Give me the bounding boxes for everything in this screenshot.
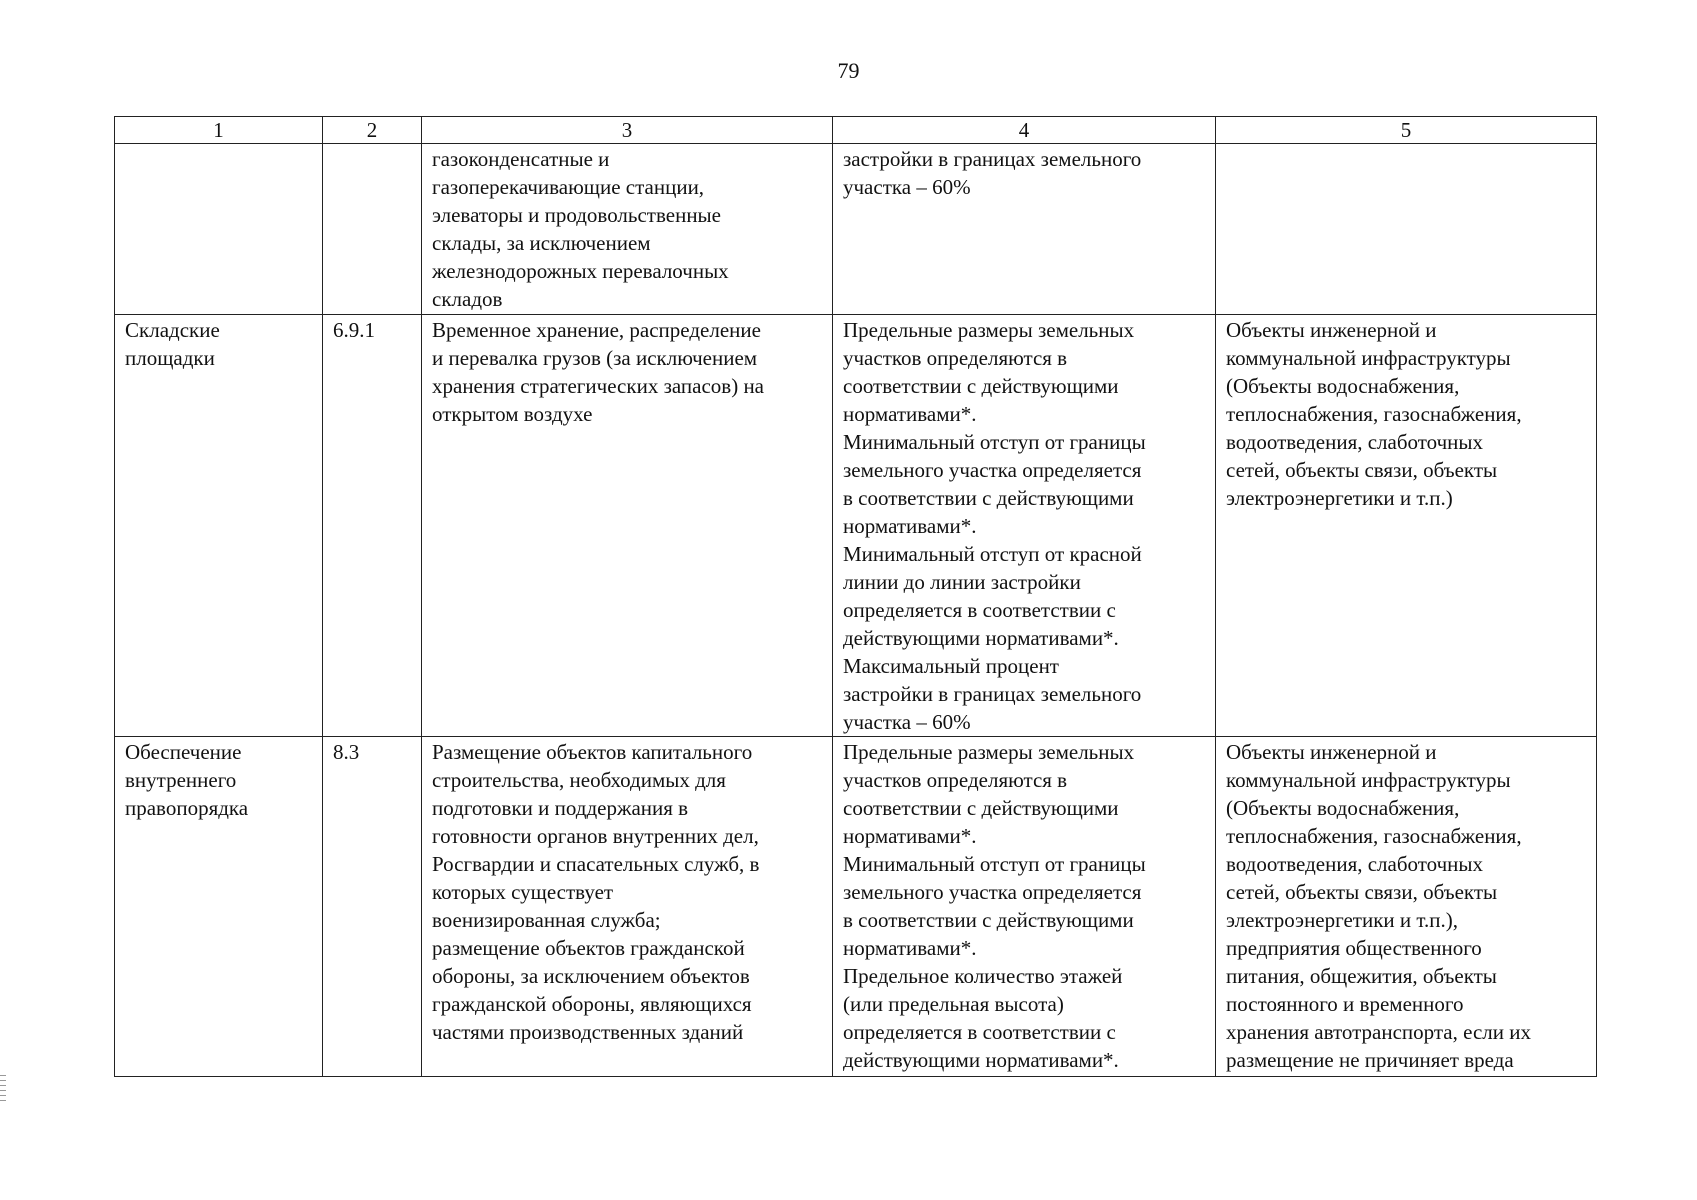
cell-text-line: земельного участка определяется <box>843 458 1142 482</box>
cell-text-line: военизированная служба; <box>432 908 661 932</box>
cell-code <box>323 737 422 1077</box>
cell-text-line: в соответствии с действующими <box>843 486 1134 510</box>
cell-text-line: строительства, необходимых для <box>432 768 726 792</box>
cell-text-line: частями производственных зданий <box>432 1020 744 1044</box>
column-header-2: 2 <box>323 117 422 144</box>
cell-auxiliary <box>1216 144 1597 315</box>
cell-text-line: (или предельная высота) <box>843 992 1064 1016</box>
cell-text-line: Минимальный отступ от границы <box>843 852 1146 876</box>
cell-text-line: гражданской обороны, являющихся <box>432 992 752 1016</box>
cell-text-line: соответствии с действующими <box>843 796 1119 820</box>
cell-text-line: обороны, за исключением объектов <box>432 964 750 988</box>
cell-text-line: определяется в соответствии с <box>843 1020 1116 1044</box>
cell-text-line: хранения стратегических запасов) на <box>432 374 765 398</box>
page-number: 79 <box>837 58 860 83</box>
cell-text-line: готовности органов внутренних дел, <box>432 824 759 848</box>
cell-text-line: участка – 60% <box>843 710 971 734</box>
cell-text-line: газоперекачивающие станции, <box>432 175 705 199</box>
cell-text-line: земельного участка определяется <box>843 880 1142 904</box>
cell-text-line: коммунальной инфраструктуры <box>1226 346 1511 370</box>
cell-name <box>115 144 323 315</box>
cell-text-line: коммунальной инфраструктуры <box>1226 768 1511 792</box>
cell-text-line: (Объекты водоснабжения, <box>1226 374 1460 398</box>
cell-text-line: правопорядка <box>125 796 249 820</box>
cell-auxiliary <box>1216 315 1597 737</box>
cell-text-line: в соответствии с действующими <box>843 908 1134 932</box>
cell-text-line: Размещение объектов капитального <box>432 740 753 764</box>
cell-text-line: размещение не причиняет вреда <box>1226 1048 1514 1072</box>
cell-text-line: которых существует <box>432 880 614 904</box>
cell-text-line: элеваторы и продовольственные <box>432 203 721 227</box>
cell-text-line: теплоснабжения, газоснабжения, <box>1226 402 1522 426</box>
column-header-4: 4 <box>833 117 1216 144</box>
scan-edge-marks <box>0 1075 6 1101</box>
cell-text-line: Минимальный отступ от красной <box>843 542 1142 566</box>
cell-text-line: Предельные размеры земельных <box>843 318 1135 342</box>
cell-text-line: действующими нормативами*. <box>843 626 1119 650</box>
cell-text-line: нормативами*. <box>843 514 977 538</box>
cell-text-line: (Объекты водоснабжения, <box>1226 796 1460 820</box>
column-header-1: 1 <box>115 117 323 144</box>
cell-text-line: Росгвардии и спасательных служб, в <box>432 852 760 876</box>
cell-text-line: размещение объектов гражданской <box>432 936 745 960</box>
cell-text-line: и перевалка грузов (за исключением <box>432 346 758 370</box>
cell-text-line: газоконденсатные и <box>432 147 610 171</box>
cell-parameters <box>833 737 1216 1077</box>
table-row-warehouse-sites <box>115 315 1597 737</box>
cell-description <box>422 315 833 737</box>
cell-text-line: предприятия общественного <box>1226 936 1482 960</box>
cell-text-line: застройки в границах земельного <box>843 147 1142 171</box>
cell-auxiliary <box>1216 737 1597 1077</box>
cell-text-line: определяется в соответствии с <box>843 598 1116 622</box>
cell-text-line: Складские <box>125 318 220 342</box>
cell-text-line: нормативами*. <box>843 936 977 960</box>
cell-text-line: Минимальный отступ от границы <box>843 430 1146 454</box>
cell-description <box>422 144 833 315</box>
cell-text-line: водоотведения, слаботочных <box>1226 852 1484 876</box>
cell-text-line: соответствии с действующими <box>843 374 1119 398</box>
cell-text-line: Предельное количество этажей <box>843 964 1123 988</box>
cell-text-line: электроэнергетики и т.п.) <box>1226 486 1453 510</box>
cell-parameters <box>833 315 1216 737</box>
cell-text-line: участка – 60% <box>843 175 971 199</box>
cell-text-line: сетей, объекты связи, объекты <box>1226 880 1498 904</box>
cell-description <box>422 737 833 1077</box>
column-header-5: 5 <box>1216 117 1597 144</box>
cell-text-line: питания, общежития, объекты <box>1226 964 1497 988</box>
column-header-3: 3 <box>422 117 833 144</box>
cell-text-line: внутреннего <box>125 768 237 792</box>
cell-text-line: постоянного и временного <box>1226 992 1464 1016</box>
cell-text-line: застройки в границах земельного <box>843 682 1142 706</box>
cell-text-line: линии до линии застройки <box>843 570 1081 594</box>
cell-text-line: склады, за исключением <box>432 231 651 255</box>
land-use-table <box>114 116 1597 1077</box>
cell-text-line: хранения автотранспорта, если их <box>1226 1020 1532 1044</box>
cell-text-line: Объекты инженерной и <box>1226 318 1437 342</box>
cell-name <box>115 737 323 1077</box>
cell-text-line: Временное хранение, распределение <box>432 318 761 342</box>
header-row <box>115 117 1597 144</box>
cell-text-line: водоотведения, слаботочных <box>1226 430 1484 454</box>
cell-text-line: железнодорожных перевалочных <box>432 259 729 283</box>
cell-text-line: теплоснабжения, газоснабжения, <box>1226 824 1522 848</box>
cell-text-line: участков определяются в <box>843 768 1068 792</box>
cell-text-line: участков определяются в <box>843 346 1068 370</box>
cell-text-line: Предельные размеры земельных <box>843 740 1135 764</box>
cell-name <box>115 315 323 737</box>
cell-text-line: 8.3 <box>333 740 360 764</box>
cell-code <box>323 144 422 315</box>
cell-text-line: 6.9.1 <box>333 318 375 342</box>
cell-text-line: Максимальный процент <box>843 654 1059 678</box>
cell-text-line: нормативами*. <box>843 402 977 426</box>
cell-text-line: подготовки и поддержания в <box>432 796 689 820</box>
cell-text-line: площадки <box>125 346 215 370</box>
cell-text-line: открытом воздухе <box>432 402 593 426</box>
cell-text-line: Обеспечение <box>125 740 242 764</box>
cell-text-line: действующими нормативами*. <box>843 1048 1119 1072</box>
cell-text-line: нормативами*. <box>843 824 977 848</box>
table-row-continuation <box>115 144 1597 315</box>
cell-code <box>323 315 422 737</box>
cell-text-line: электроэнергетики и т.п.), <box>1226 908 1458 932</box>
cell-text-line: сетей, объекты связи, объекты <box>1226 458 1498 482</box>
cell-text-line: Объекты инженерной и <box>1226 740 1437 764</box>
table-row-internal-order <box>115 737 1597 1077</box>
cell-parameters <box>833 144 1216 315</box>
cell-text-line: складов <box>432 287 503 311</box>
